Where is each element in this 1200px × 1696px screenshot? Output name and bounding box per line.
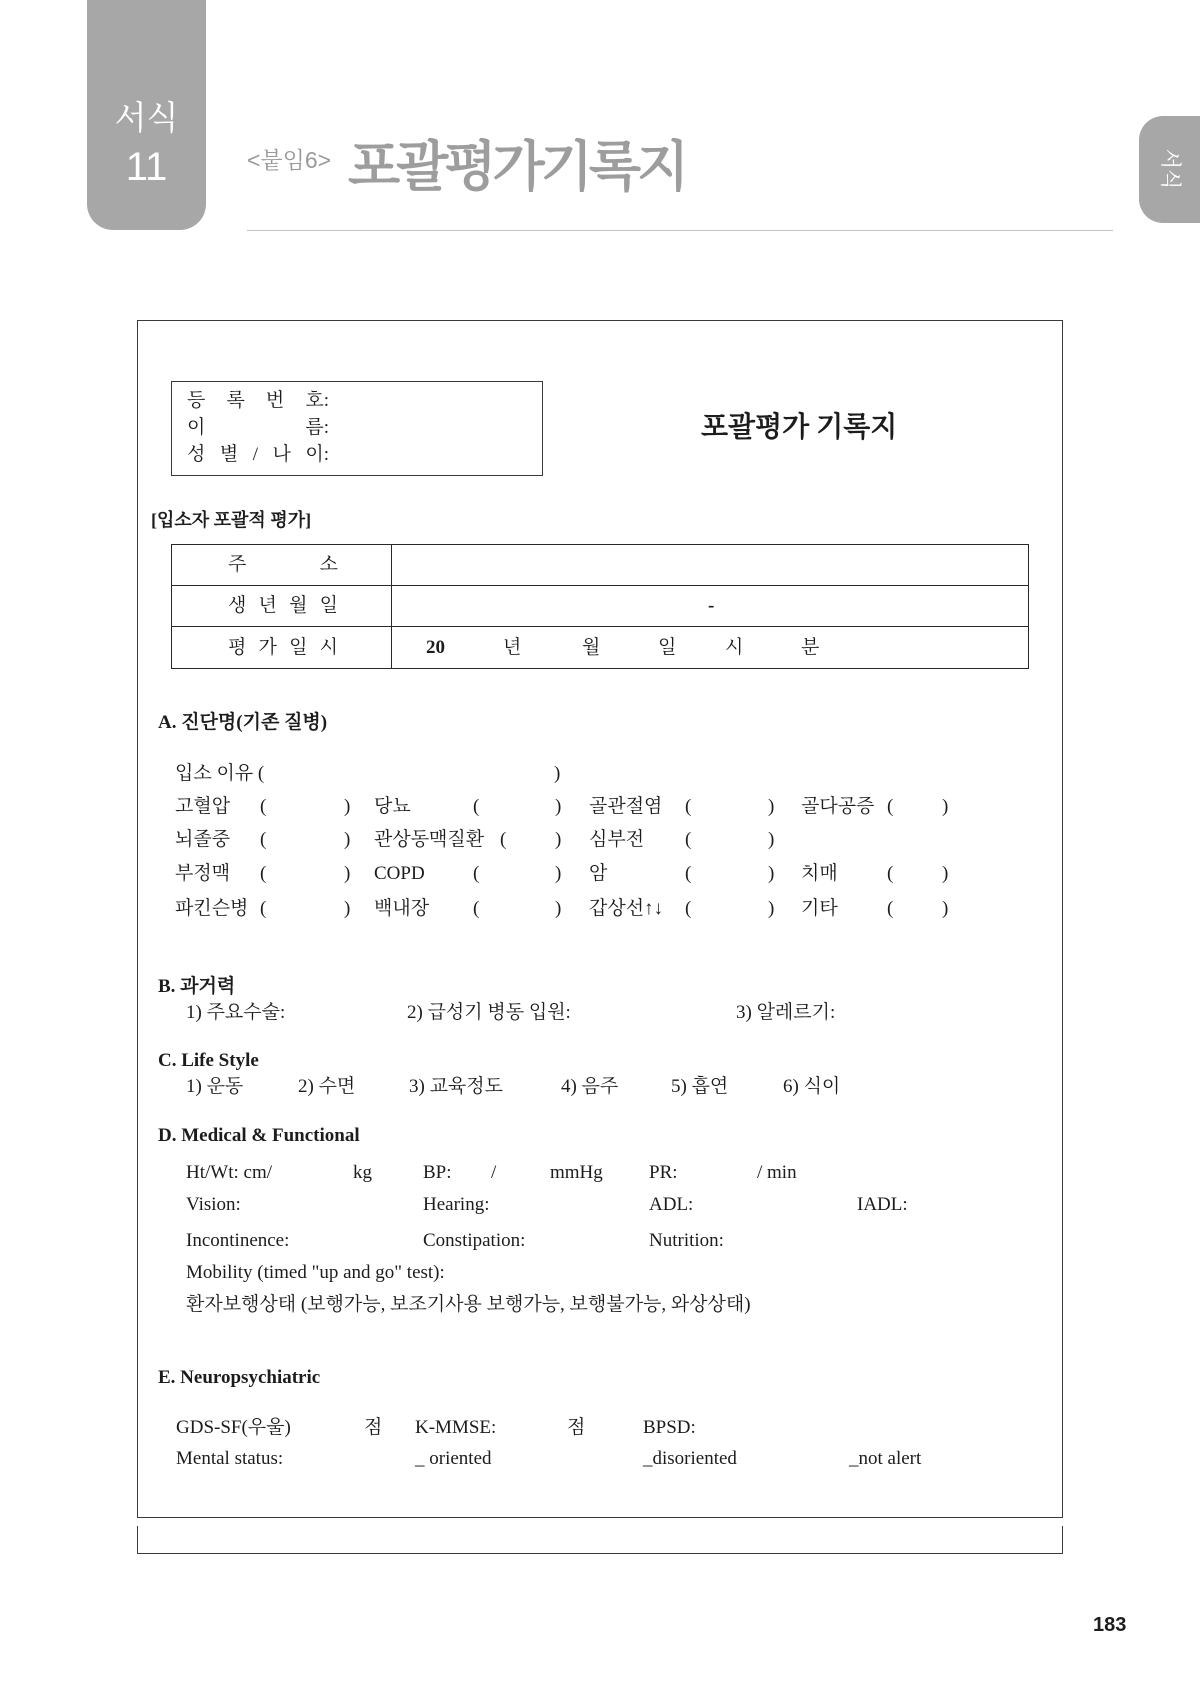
section-d-heading: D. Medical & Functional (158, 1125, 360, 1146)
bracket-close: ) (344, 796, 351, 817)
section-c-heading: C. Life Style (158, 1050, 259, 1071)
registration-number-label: 등 록 번 호: (187, 390, 329, 411)
tab-label: 서식 (114, 99, 179, 136)
condition-label: COPD (374, 863, 425, 884)
bracket-close: ) (555, 796, 562, 817)
condition-label: 기타 (801, 898, 838, 919)
bracket-open: ( (685, 829, 692, 850)
oriented-option: _ oriented (415, 1448, 492, 1469)
month-unit: 월 (582, 636, 601, 658)
bpsd-label: BPSD: (643, 1417, 696, 1438)
address-label: 주 소 (228, 554, 338, 575)
bracket-close: ) (942, 796, 949, 817)
gait-status-label: 환자보행상태 (보행가능, 보조기사용 보행가능, 보행불가능, 와상상태) (186, 1294, 751, 1315)
tab-number: 11 (125, 145, 168, 189)
bracket-open: ( (260, 898, 267, 919)
height-weight-label: Ht/Wt: cm/ (186, 1162, 273, 1183)
address-value-cell (392, 545, 1028, 586)
lifestyle-education: 3) 교육정도 (409, 1076, 503, 1097)
page-number: 183 (1093, 1614, 1127, 1636)
bracket-close: ) (344, 829, 351, 850)
major-surgery-label: 1) 주요수술: (186, 1002, 286, 1023)
condition-label: 갑상선↑↓ (589, 898, 664, 919)
lifestyle-diet: 6) 식이 (783, 1076, 841, 1097)
admission-reason-close: ) (554, 763, 561, 784)
bracket-close: ) (942, 898, 949, 919)
year-prefix: 20 (426, 636, 445, 658)
bp-unit: mmHg (550, 1162, 603, 1183)
bracket-close: ) (555, 829, 562, 850)
side-index-tab (1139, 116, 1200, 223)
bracket-open: ( (260, 829, 267, 850)
birth-date-label: 생 년 월 일 (228, 595, 338, 616)
table-row-assess-label (172, 627, 392, 668)
bracket-close: ) (768, 829, 775, 850)
bracket-close: ) (344, 898, 351, 919)
constipation-label: Constipation: (423, 1230, 526, 1251)
pulse-label: PR: (649, 1162, 678, 1183)
bracket-close: ) (942, 863, 949, 884)
acute-admission-label: 2) 급성기 병동 입원: (407, 1002, 571, 1023)
header-divider (247, 230, 1113, 231)
disoriented-option: _disoriented (643, 1448, 737, 1469)
bracket-open: ( (887, 898, 894, 919)
incontinence-label: Incontinence: (186, 1230, 290, 1251)
gds-label: GDS-SF(우울) (176, 1417, 291, 1438)
bracket-open: ( (685, 863, 692, 884)
bracket-open: ( (500, 829, 507, 850)
form-number-tab (87, 0, 206, 230)
iadl-label: IADL: (857, 1194, 908, 1215)
condition-label: 심부전 (589, 829, 645, 850)
condition-label: 골다공증 (801, 796, 875, 817)
bracket-close: ) (555, 863, 562, 884)
bracket-close: ) (555, 898, 562, 919)
not-alert-option: _not alert (849, 1448, 922, 1469)
lifestyle-exercise: 1) 운동 (186, 1076, 244, 1097)
birth-date-separator: - (708, 595, 715, 616)
sex-age-label: 성 별 / 나 이: (187, 444, 329, 465)
bracket-close: ) (344, 863, 351, 884)
adl-label: ADL: (649, 1194, 694, 1215)
bracket-open: ( (887, 796, 894, 817)
bracket-open: ( (260, 863, 267, 884)
hearing-label: Hearing: (423, 1194, 490, 1215)
vision-label: Vision: (186, 1194, 241, 1215)
lifestyle-sleep: 2) 수면 (298, 1076, 356, 1097)
hour-unit: 시 (725, 636, 744, 658)
condition-label: 고혈압 (175, 796, 231, 817)
form-footer-frame (137, 1526, 1063, 1554)
bracket-open: ( (473, 898, 480, 919)
bracket-open: ( (260, 796, 267, 817)
birth-date-value-cell (392, 586, 1028, 627)
condition-label: 뇌졸중 (175, 829, 231, 850)
condition-label: 암 (589, 863, 608, 884)
day-unit: 일 (658, 636, 677, 658)
bracket-open: ( (887, 863, 894, 884)
allergy-label: 3) 알레르기: (736, 1002, 836, 1023)
bp-label: BP: (423, 1162, 452, 1183)
condition-label: 파킨슨병 (175, 898, 249, 919)
bracket-close: ) (768, 796, 775, 817)
bracket-close: ) (768, 898, 775, 919)
condition-label: 부정맥 (175, 863, 231, 884)
mental-status-label: Mental status: (176, 1448, 284, 1469)
pulse-unit: / min (757, 1162, 797, 1183)
condition-label: 관상동맥질환 (374, 829, 485, 850)
bracket-open: ( (685, 796, 692, 817)
mobility-label: Mobility (timed "up and go" test): (186, 1262, 445, 1283)
bracket-open: ( (685, 898, 692, 919)
table-row-address-label (172, 545, 392, 586)
assessment-datetime-label: 평 가 일 시 (228, 636, 338, 658)
condition-label: 당뇨 (374, 796, 411, 817)
table-row-birth-label (172, 586, 392, 627)
bp-slash: / (491, 1162, 497, 1183)
condition-label: 백내장 (374, 898, 430, 919)
condition-label: 골관절염 (589, 796, 663, 817)
section-a-heading: A. 진단명(기존 질병) (158, 712, 328, 733)
bracket-open: ( (473, 796, 480, 817)
section-e-heading: E. Neuropsychiatric (158, 1367, 321, 1388)
admission-reason-label: 입소 이유 ( (175, 763, 265, 784)
bracket-open: ( (473, 863, 480, 884)
condition-label: 치매 (801, 863, 838, 884)
gds-unit: 점 (364, 1417, 383, 1438)
year-unit: 년 (503, 636, 522, 658)
attachment-label: <붙임6> (247, 147, 332, 173)
form-title: 포괄평가 기록지 (701, 412, 898, 443)
section-heading: [입소자 포괄적 평가] (151, 510, 312, 530)
page-title: 포괄평가기록지 (348, 137, 686, 197)
info-table (171, 544, 1029, 669)
lifestyle-smoking: 5) 흡연 (671, 1076, 729, 1097)
patient-id-box (171, 381, 543, 476)
kmmse-unit: 점 (567, 1417, 586, 1438)
minute-unit: 분 (801, 636, 820, 658)
assessment-datetime-value-cell (392, 627, 1028, 668)
section-b-heading: B. 과거력 (158, 976, 236, 997)
bracket-close: ) (768, 863, 775, 884)
kmmse-label: K-MMSE: (415, 1417, 497, 1438)
name-label: 이 름: (187, 417, 329, 438)
weight-unit: kg (353, 1162, 372, 1183)
side-tab-label: 서식 (1158, 148, 1182, 190)
lifestyle-drinking: 4) 음주 (561, 1076, 619, 1097)
nutrition-label: Nutrition: (649, 1230, 724, 1251)
